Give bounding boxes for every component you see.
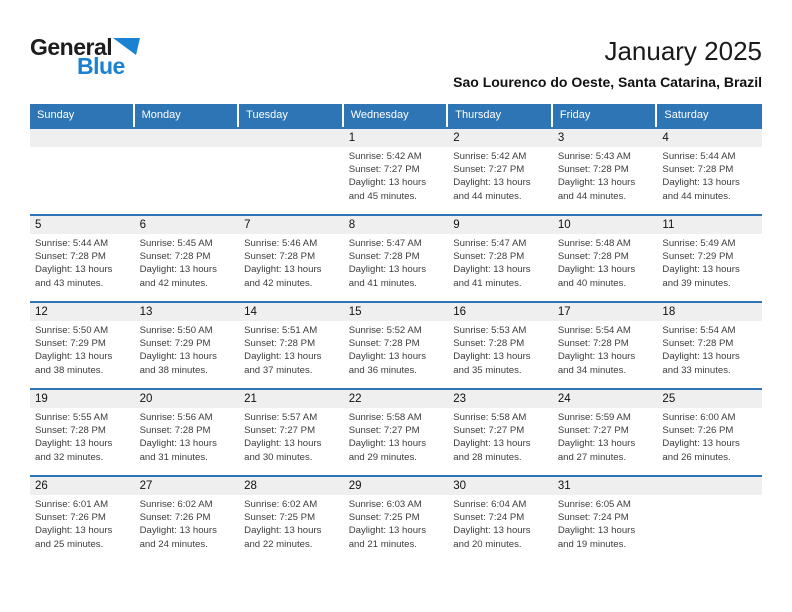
day-number: 31 xyxy=(553,477,658,495)
day-cell-7 xyxy=(239,216,344,301)
day-details xyxy=(135,408,240,464)
day-details xyxy=(30,408,135,464)
sunrise-text: Sunrise: 5:53 AM xyxy=(453,325,527,336)
sunset-text: Sunset: 7:27 PM xyxy=(244,425,316,437)
daylight-text: Daylight: 13 hours and 28 minutes. xyxy=(453,438,531,463)
day-number: 3 xyxy=(553,129,658,147)
sunrise-text: Sunrise: 5:58 AM xyxy=(348,412,422,423)
day-cell-24 xyxy=(553,390,658,475)
sunset-text: Sunset: 7:27 PM xyxy=(557,425,629,437)
day-number: 17 xyxy=(553,303,658,321)
logo-text-general: General xyxy=(30,34,113,60)
day-cell-11 xyxy=(657,216,762,301)
sunset-text: Sunset: 7:28 PM xyxy=(662,338,734,350)
sunrise-text: Sunrise: 5:58 AM xyxy=(453,412,527,423)
day-details xyxy=(239,495,344,551)
weekday-header-sunday: Sunday xyxy=(30,104,135,127)
day-details xyxy=(30,321,135,377)
daylight-text: Daylight: 13 hours and 27 minutes. xyxy=(557,438,636,463)
sunset-text: Sunset: 7:28 PM xyxy=(35,251,106,263)
day-cell-20 xyxy=(135,390,240,475)
sunrise-text: Sunrise: 5:49 AM xyxy=(662,238,736,249)
daylight-text: Daylight: 13 hours and 35 minutes. xyxy=(453,351,531,376)
sunrise-text: Sunrise: 5:57 AM xyxy=(244,412,318,423)
sunrise-text: Sunrise: 6:02 AM xyxy=(139,499,213,510)
day-number-empty xyxy=(135,129,240,147)
day-cell-26 xyxy=(30,477,135,568)
day-cell-18 xyxy=(657,303,762,388)
sunrise-text: Sunrise: 5:47 AM xyxy=(348,238,422,249)
day-number: 7 xyxy=(239,216,344,234)
day-details xyxy=(135,234,240,290)
sunrise-text: Sunrise: 5:42 AM xyxy=(453,151,527,162)
day-details xyxy=(135,495,240,551)
daylight-text: Daylight: 13 hours and 42 minutes. xyxy=(139,264,217,289)
day-details xyxy=(344,408,449,464)
sunset-text: Sunset: 7:28 PM xyxy=(662,164,734,176)
day-details xyxy=(657,147,762,203)
day-details xyxy=(657,234,762,290)
day-details xyxy=(239,408,344,464)
day-cell-15 xyxy=(344,303,449,388)
day-number: 24 xyxy=(553,390,658,408)
daylight-text: Daylight: 13 hours and 34 minutes. xyxy=(557,351,636,376)
daylight-text: Daylight: 13 hours and 33 minutes. xyxy=(662,351,740,376)
sunrise-text: Sunrise: 5:51 AM xyxy=(244,325,318,336)
day-number: 19 xyxy=(30,390,135,408)
daylight-text: Daylight: 13 hours and 30 minutes. xyxy=(244,438,322,463)
sunrise-text: Sunrise: 6:01 AM xyxy=(35,499,109,510)
sunrise-text: Sunrise: 5:42 AM xyxy=(348,151,422,162)
daylight-text: Daylight: 13 hours and 44 minutes. xyxy=(453,177,531,202)
day-details xyxy=(657,408,762,464)
day-details xyxy=(553,495,658,551)
daylight-text: Daylight: 13 hours and 36 minutes. xyxy=(348,351,427,376)
weekday-header-monday: Monday xyxy=(135,104,240,127)
day-number: 12 xyxy=(30,303,135,321)
sunrise-text: Sunrise: 5:56 AM xyxy=(139,412,213,423)
week-row-4 xyxy=(30,388,762,475)
day-number: 29 xyxy=(344,477,449,495)
day-number: 20 xyxy=(135,390,240,408)
day-number: 22 xyxy=(344,390,449,408)
page-title: January 2025 xyxy=(604,36,762,66)
page-header xyxy=(0,0,792,100)
week-row-1 xyxy=(30,127,762,214)
daylight-text: Daylight: 13 hours and 25 minutes. xyxy=(35,525,113,550)
general-blue-logo xyxy=(30,36,140,78)
day-number: 15 xyxy=(344,303,449,321)
day-cell-9 xyxy=(448,216,553,301)
day-cell-31 xyxy=(553,477,658,568)
day-number: 6 xyxy=(135,216,240,234)
daylight-text: Daylight: 13 hours and 31 minutes. xyxy=(139,438,217,463)
sunset-text: Sunset: 7:29 PM xyxy=(35,338,106,350)
daylight-text: Daylight: 13 hours and 38 minutes. xyxy=(139,351,217,376)
week-row-2 xyxy=(30,214,762,301)
sunset-text: Sunset: 7:25 PM xyxy=(244,512,316,524)
sunrise-text: Sunrise: 6:03 AM xyxy=(348,499,422,510)
daylight-text: Daylight: 13 hours and 26 minutes. xyxy=(662,438,740,463)
day-cell-25 xyxy=(657,390,762,475)
calendar-body xyxy=(30,127,762,568)
sunset-text: Sunset: 7:27 PM xyxy=(453,164,525,176)
day-number: 26 xyxy=(30,477,135,495)
sunrise-text: Sunrise: 6:05 AM xyxy=(557,499,631,510)
weekday-header-saturday: Saturday xyxy=(664,109,709,121)
day-cell-1 xyxy=(344,129,449,214)
daylight-text: Daylight: 13 hours and 29 minutes. xyxy=(348,438,427,463)
sunset-text: Sunset: 7:27 PM xyxy=(348,164,420,176)
sunset-text: Sunset: 7:28 PM xyxy=(557,338,629,350)
day-details xyxy=(553,321,658,377)
sunset-text: Sunset: 7:29 PM xyxy=(662,251,734,263)
daylight-text: Daylight: 13 hours and 37 minutes. xyxy=(244,351,322,376)
sunrise-text: Sunrise: 6:02 AM xyxy=(244,499,318,510)
daylight-text: Daylight: 13 hours and 32 minutes. xyxy=(35,438,113,463)
sunrise-text: Sunrise: 5:55 AM xyxy=(35,412,109,423)
empty-day-cell xyxy=(30,129,135,214)
day-number: 4 xyxy=(657,129,762,147)
title-block xyxy=(453,36,762,90)
sunrise-text: Sunrise: 5:44 AM xyxy=(35,238,109,249)
day-cell-19 xyxy=(30,390,135,475)
week-row-3 xyxy=(30,301,762,388)
day-details xyxy=(448,234,553,290)
daylight-text: Daylight: 13 hours and 44 minutes. xyxy=(557,177,636,202)
day-number: 1 xyxy=(344,129,449,147)
day-cell-6 xyxy=(135,216,240,301)
day-number: 10 xyxy=(553,216,658,234)
day-cell-8 xyxy=(344,216,449,301)
sunset-text: Sunset: 7:28 PM xyxy=(35,425,106,437)
day-number: 9 xyxy=(448,216,553,234)
logo-text-blue: Blue xyxy=(77,53,125,79)
sunrise-text: Sunrise: 5:43 AM xyxy=(557,151,631,162)
day-number: 23 xyxy=(448,390,553,408)
sunset-text: Sunset: 7:28 PM xyxy=(139,425,211,437)
sunset-text: Sunset: 7:27 PM xyxy=(348,425,420,437)
day-number-empty xyxy=(239,129,344,147)
sunrise-text: Sunrise: 6:00 AM xyxy=(662,412,736,423)
sunrise-text: Sunrise: 5:54 AM xyxy=(662,325,736,336)
day-cell-16 xyxy=(448,303,553,388)
daylight-text: Daylight: 13 hours and 40 minutes. xyxy=(557,264,636,289)
weekday-header-row xyxy=(30,104,762,127)
daylight-text: Daylight: 13 hours and 42 minutes. xyxy=(244,264,322,289)
day-cell-4 xyxy=(657,129,762,214)
day-number: 2 xyxy=(448,129,553,147)
day-number: 8 xyxy=(344,216,449,234)
page-subtitle: Sao Lourenco do Oeste, Santa Catarina, Brazil xyxy=(453,74,762,90)
sunset-text: Sunset: 7:28 PM xyxy=(453,251,525,263)
day-cell-14 xyxy=(239,303,344,388)
sunset-text: Sunset: 7:25 PM xyxy=(348,512,420,524)
daylight-text: Daylight: 13 hours and 41 minutes. xyxy=(348,264,427,289)
sunset-text: Sunset: 7:28 PM xyxy=(557,251,629,263)
day-number: 21 xyxy=(239,390,344,408)
sunset-text: Sunset: 7:26 PM xyxy=(35,512,106,524)
weekday-header-wednesday: Wednesday xyxy=(344,104,449,127)
week-row-5 xyxy=(30,475,762,568)
day-details xyxy=(553,408,658,464)
day-number: 14 xyxy=(239,303,344,321)
weekday-header-friday: Friday xyxy=(553,104,658,127)
day-details xyxy=(657,321,762,377)
daylight-text: Daylight: 13 hours and 22 minutes. xyxy=(244,525,322,550)
day-number: 13 xyxy=(135,303,240,321)
day-number: 27 xyxy=(135,477,240,495)
day-number: 28 xyxy=(239,477,344,495)
day-number: 16 xyxy=(448,303,553,321)
day-details xyxy=(239,234,344,290)
day-cell-12 xyxy=(30,303,135,388)
day-cell-2 xyxy=(448,129,553,214)
sunrise-text: Sunrise: 5:54 AM xyxy=(557,325,631,336)
day-cell-22 xyxy=(344,390,449,475)
day-number: 18 xyxy=(657,303,762,321)
day-details xyxy=(553,147,658,203)
day-details xyxy=(30,495,135,551)
day-number-empty xyxy=(30,129,135,147)
sunset-text: Sunset: 7:28 PM xyxy=(139,251,211,263)
sunset-text: Sunset: 7:28 PM xyxy=(453,338,525,350)
day-details xyxy=(448,495,553,551)
empty-day-cell xyxy=(239,129,344,214)
sunrise-text: Sunrise: 5:52 AM xyxy=(348,325,422,336)
day-details xyxy=(239,321,344,377)
sunrise-text: Sunrise: 5:48 AM xyxy=(557,238,631,249)
daylight-text: Daylight: 13 hours and 38 minutes. xyxy=(35,351,113,376)
day-cell-21 xyxy=(239,390,344,475)
day-details xyxy=(448,408,553,464)
sunset-text: Sunset: 7:28 PM xyxy=(348,338,420,350)
day-cell-29 xyxy=(344,477,449,568)
day-cell-3 xyxy=(553,129,658,214)
sunrise-text: Sunrise: 6:04 AM xyxy=(453,499,527,510)
day-cell-23 xyxy=(448,390,553,475)
sunset-text: Sunset: 7:28 PM xyxy=(557,164,629,176)
day-details xyxy=(135,321,240,377)
sunrise-text: Sunrise: 5:46 AM xyxy=(244,238,318,249)
sunset-text: Sunset: 7:28 PM xyxy=(348,251,420,263)
daylight-text: Daylight: 13 hours and 41 minutes. xyxy=(453,264,531,289)
daylight-text: Daylight: 13 hours and 24 minutes. xyxy=(139,525,217,550)
sunrise-text: Sunrise: 5:45 AM xyxy=(139,238,213,249)
sunset-text: Sunset: 7:28 PM xyxy=(244,251,316,263)
day-number: 30 xyxy=(448,477,553,495)
empty-day-cell xyxy=(135,129,240,214)
day-details xyxy=(448,321,553,377)
sunset-text: Sunset: 7:26 PM xyxy=(139,512,211,524)
sunrise-text: Sunrise: 5:50 AM xyxy=(139,325,213,336)
sunset-text: Sunset: 7:28 PM xyxy=(244,338,316,350)
day-details xyxy=(30,234,135,290)
daylight-text: Daylight: 13 hours and 21 minutes. xyxy=(348,525,427,550)
sunrise-text: Sunrise: 5:44 AM xyxy=(662,151,736,162)
daylight-text: Daylight: 13 hours and 39 minutes. xyxy=(662,264,740,289)
day-cell-30 xyxy=(448,477,553,568)
weekday-header-tuesday: Tuesday xyxy=(239,104,344,127)
daylight-text: Daylight: 13 hours and 45 minutes. xyxy=(348,177,427,202)
sunset-text: Sunset: 7:24 PM xyxy=(453,512,525,524)
weekday-header-thursday: Thursday xyxy=(448,104,553,127)
day-details xyxy=(553,234,658,290)
day-details xyxy=(344,495,449,551)
daylight-text: Daylight: 13 hours and 43 minutes. xyxy=(35,264,113,289)
empty-day-cell xyxy=(657,477,762,568)
sunset-text: Sunset: 7:24 PM xyxy=(557,512,629,524)
day-number: 5 xyxy=(30,216,135,234)
day-details xyxy=(448,147,553,203)
day-cell-28 xyxy=(239,477,344,568)
daylight-text: Daylight: 13 hours and 44 minutes. xyxy=(662,177,740,202)
sunrise-text: Sunrise: 5:50 AM xyxy=(35,325,109,336)
daylight-text: Daylight: 13 hours and 20 minutes. xyxy=(453,525,531,550)
day-details xyxy=(344,234,449,290)
day-details xyxy=(344,321,449,377)
daylight-text: Daylight: 13 hours and 19 minutes. xyxy=(557,525,636,550)
sunset-text: Sunset: 7:29 PM xyxy=(139,338,211,350)
day-number: 11 xyxy=(657,216,762,234)
day-cell-13 xyxy=(135,303,240,388)
calendar-table xyxy=(30,104,762,568)
day-details xyxy=(344,147,449,203)
sunset-text: Sunset: 7:26 PM xyxy=(662,425,734,437)
day-cell-10 xyxy=(553,216,658,301)
sunrise-text: Sunrise: 5:59 AM xyxy=(557,412,631,423)
sunset-text: Sunset: 7:27 PM xyxy=(453,425,525,437)
day-cell-17 xyxy=(553,303,658,388)
day-cell-5 xyxy=(30,216,135,301)
day-number-empty xyxy=(657,477,762,495)
day-cell-27 xyxy=(135,477,240,568)
sunrise-text: Sunrise: 5:47 AM xyxy=(453,238,527,249)
day-number: 25 xyxy=(657,390,762,408)
